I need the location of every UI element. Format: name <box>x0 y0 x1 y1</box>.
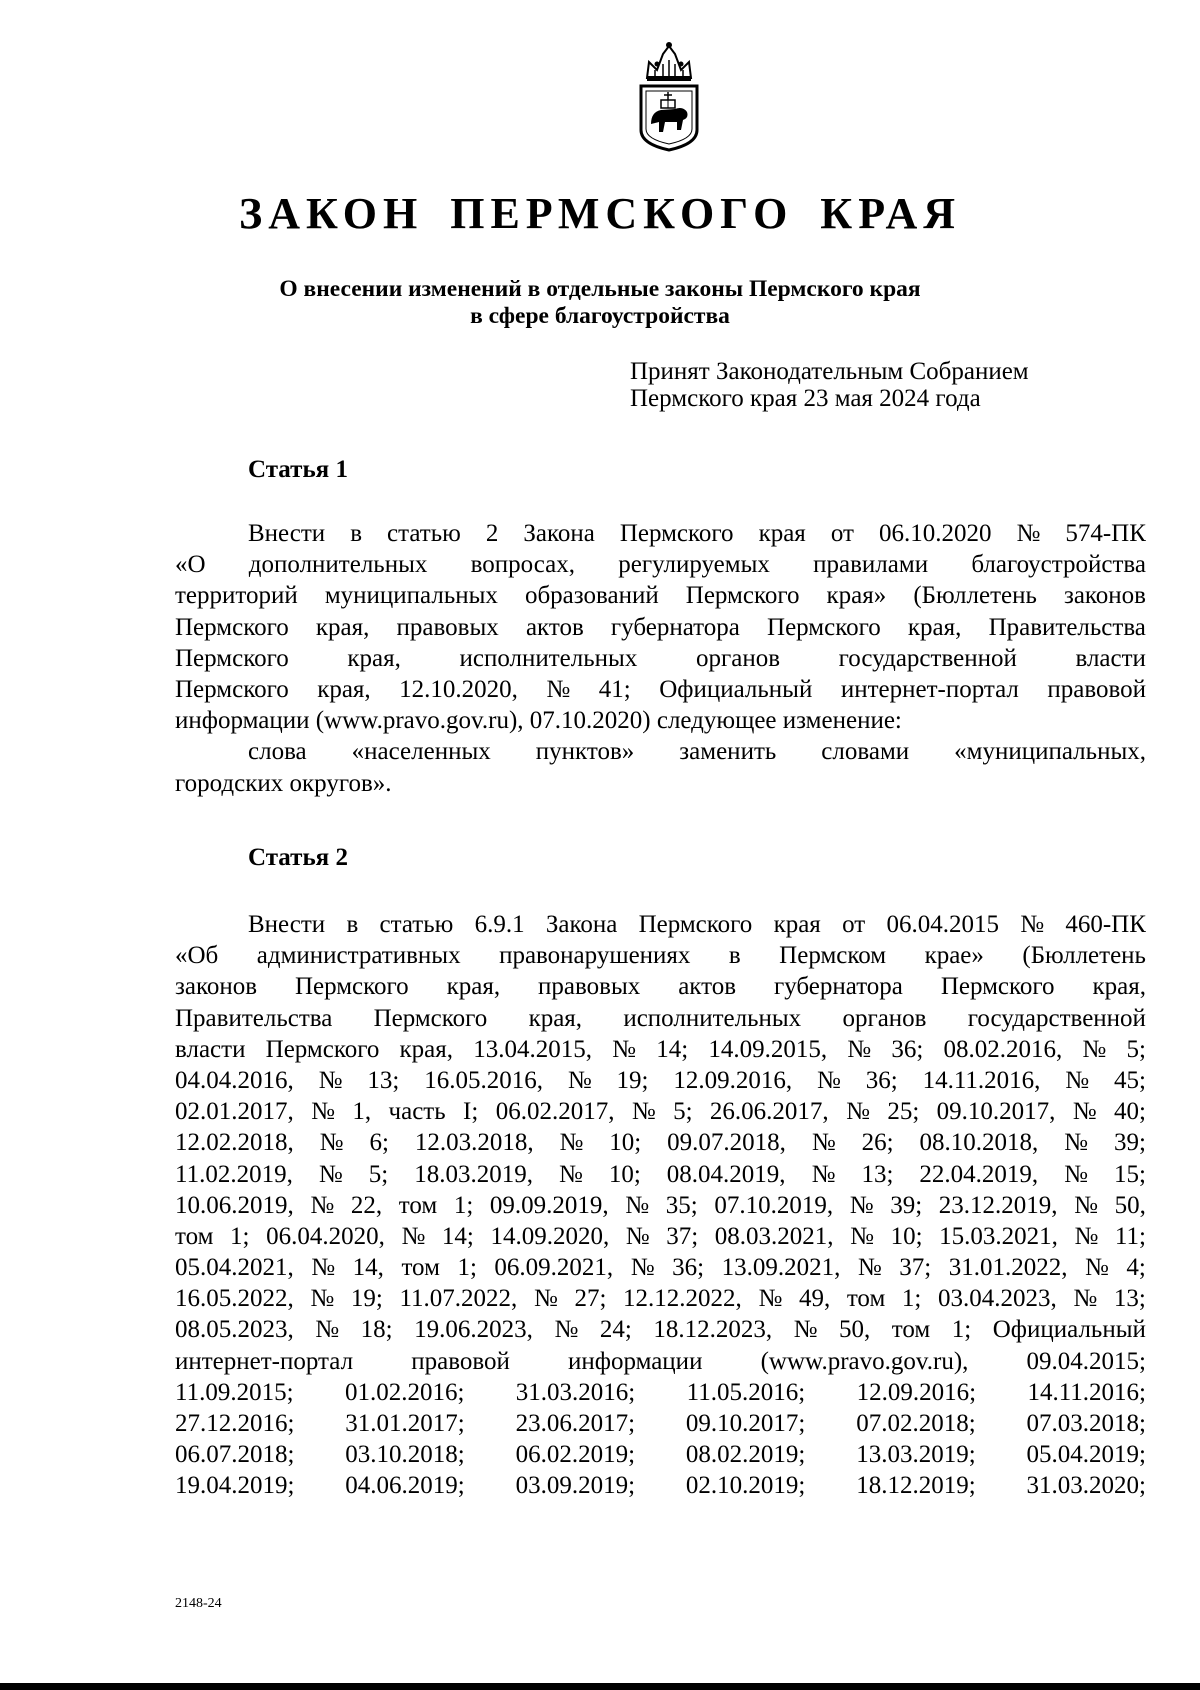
word: № <box>612 1035 637 1063</box>
text-line <box>175 971 1146 1002</box>
word: 06.09.2021, <box>494 1254 614 1282</box>
word: 14.11.2016; <box>1027 1378 1146 1406</box>
word: 15; <box>1114 1160 1146 1188</box>
word: № <box>1082 1035 1107 1063</box>
word: 09.07.2018, <box>667 1129 786 1157</box>
word: 13; <box>861 1160 894 1188</box>
text-line <box>175 1283 1146 1314</box>
article-2-heading: Статья 2 <box>248 844 348 871</box>
word: 37; <box>666 1222 699 1250</box>
word: края, <box>315 613 370 641</box>
word: 10; <box>609 1129 642 1157</box>
word: 4; <box>1126 1254 1146 1282</box>
word: 07.03.2018; <box>1026 1410 1146 1437</box>
word: 09.04.2015; <box>1026 1347 1146 1375</box>
word: 18; <box>360 1316 393 1344</box>
word: 1; <box>453 1191 474 1219</box>
word: 26; <box>861 1129 894 1157</box>
word: от <box>842 911 866 938</box>
text-line <box>175 549 1146 580</box>
word: 6; <box>369 1129 389 1157</box>
text-line <box>175 768 1146 799</box>
word: № <box>318 1066 343 1094</box>
word: 25; <box>887 1098 920 1126</box>
word: том <box>891 1316 931 1344</box>
word: 10; <box>890 1222 923 1250</box>
word: органов <box>842 1004 927 1032</box>
word: 08.02.2019; <box>685 1441 806 1469</box>
text-line <box>175 1252 1146 1283</box>
word: Внести <box>248 911 326 938</box>
word: статью <box>379 911 454 938</box>
word: № <box>857 1254 882 1282</box>
word: 24; <box>599 1316 632 1344</box>
text-line <box>175 940 1146 971</box>
word: том <box>175 1222 214 1250</box>
word: заменить <box>679 738 777 766</box>
word: Пермского <box>619 520 734 547</box>
word: № <box>1020 911 1045 938</box>
word: «Об <box>175 942 219 970</box>
word: 37; <box>899 1254 932 1282</box>
word: крае» <box>924 942 984 970</box>
word: 14; <box>656 1035 689 1063</box>
word: № <box>811 1160 836 1188</box>
word: 22, <box>350 1191 383 1219</box>
word: 19.04.2019; <box>175 1472 295 1500</box>
text-line <box>175 1034 1146 1065</box>
word: Пермского <box>175 675 289 703</box>
word: 5; <box>368 1160 389 1188</box>
word: края <box>758 520 806 547</box>
word: территорий <box>175 582 298 610</box>
word: Закона <box>523 520 595 547</box>
word: органов <box>695 644 781 672</box>
word: 03.04.2023, <box>938 1285 1057 1313</box>
word: 50, <box>1114 1191 1146 1219</box>
word: № <box>310 1191 335 1219</box>
text-line <box>175 1096 1146 1127</box>
word: Пермского <box>373 1004 488 1032</box>
word: № <box>1064 1129 1089 1157</box>
word: 41; <box>598 675 631 703</box>
adoption-line: Принят Законодательным Собранием <box>630 358 1029 385</box>
word: края <box>773 911 821 938</box>
word: № <box>1064 1160 1089 1188</box>
word: правилами <box>813 551 929 579</box>
word: 19; <box>350 1285 383 1313</box>
word: № <box>849 1191 874 1219</box>
word: 18.12.2023, <box>653 1316 773 1344</box>
word: 04.04.2016, <box>175 1066 294 1094</box>
word: 14; <box>441 1222 474 1250</box>
word: № <box>1016 520 1041 547</box>
word: Правительства <box>988 613 1146 641</box>
word: «муниципальных, <box>954 738 1146 766</box>
word: 12.10.2020, <box>399 675 518 703</box>
word: Пермского <box>767 613 881 641</box>
word: № <box>554 1316 579 1344</box>
word: 12.12.2022, <box>623 1285 742 1313</box>
word: муниципальных <box>324 582 498 610</box>
word: Внести <box>248 520 326 547</box>
text-line <box>175 643 1146 674</box>
word: 06.04.2015 <box>886 911 999 938</box>
word: 06.07.2018; <box>175 1441 295 1469</box>
adoption-line: Пермского края 23 мая 2024 года <box>630 385 981 412</box>
law-subtitle <box>0 276 1200 330</box>
word: 36; <box>672 1254 705 1282</box>
word: исполнительных <box>459 644 638 672</box>
word: 11.07.2022, <box>399 1285 518 1313</box>
word: 26.06.2017, <box>709 1098 829 1126</box>
word: благоустройства <box>971 551 1146 579</box>
word: 06.10.2020 <box>878 520 992 547</box>
word: края» <box>826 582 887 610</box>
word: 45; <box>1114 1066 1146 1094</box>
word: исполнительных <box>623 1004 802 1032</box>
word: том <box>398 1191 438 1219</box>
text-line <box>175 1346 1146 1377</box>
word: часть <box>388 1098 446 1126</box>
text-line <box>175 1470 1146 1501</box>
word: 14, <box>352 1254 384 1282</box>
word: 11; <box>1114 1222 1146 1250</box>
word: № <box>546 675 571 703</box>
word: 1; <box>230 1222 250 1250</box>
word: Закона <box>545 911 618 938</box>
word: № <box>1073 1285 1098 1313</box>
word: правовой <box>411 1347 510 1375</box>
word: 1; <box>457 1254 477 1282</box>
word: № <box>850 1222 874 1250</box>
word: 11.02.2019, <box>175 1160 293 1188</box>
word: 12.09.2016, <box>673 1066 793 1094</box>
word: края, <box>907 613 962 641</box>
word: пунктов» <box>535 738 635 766</box>
word: 02.01.2017, <box>175 1098 294 1126</box>
text-line <box>175 518 1146 549</box>
word: 13.03.2019; <box>856 1441 976 1469</box>
text-line <box>175 674 1146 705</box>
word: образований <box>524 582 659 610</box>
word: 36; <box>865 1066 898 1094</box>
text-line <box>175 1408 1146 1439</box>
word: в <box>346 911 359 938</box>
word: Официальный <box>992 1316 1146 1344</box>
word: № <box>558 1160 583 1188</box>
word: регулируемых <box>618 551 770 579</box>
word: Пермского <box>175 613 289 641</box>
word: № <box>817 1066 841 1094</box>
word: 16.05.2016, <box>424 1066 543 1094</box>
word: (Бюллетень <box>913 582 1037 610</box>
word: актов <box>525 613 584 641</box>
word: законов <box>1063 582 1146 610</box>
word: Пермского <box>940 973 1055 1001</box>
word: № <box>625 1191 650 1219</box>
word: № <box>847 1035 872 1063</box>
word: № <box>311 1098 335 1126</box>
word: губернатора <box>610 613 740 641</box>
word: 09.10.2017; <box>685 1410 806 1437</box>
article-2-text <box>175 909 1146 1502</box>
coat-of-arms-icon <box>637 40 701 152</box>
word: 574-ПК <box>1065 520 1146 547</box>
word: 06.02.2019; <box>515 1441 636 1469</box>
word: 10.06.2019, <box>175 1191 294 1219</box>
word: № <box>319 1129 344 1157</box>
word: 18.12.2019; <box>856 1472 976 1500</box>
word: государственной <box>967 1004 1146 1032</box>
text-line <box>175 1127 1146 1158</box>
word: Пермского <box>685 582 800 610</box>
word: № <box>533 1285 558 1313</box>
word: актов <box>678 973 737 1001</box>
word: края, <box>1092 973 1146 1001</box>
word: 06.04.2020, <box>266 1222 385 1250</box>
word: 39; <box>1113 1129 1146 1157</box>
scan-edge <box>0 1683 1200 1690</box>
word: городских округов». <box>175 769 392 797</box>
word: информации <box>567 1347 703 1375</box>
text-line <box>175 736 1146 767</box>
word: 15.03.2021, <box>939 1222 1058 1250</box>
word: края, <box>446 973 501 1001</box>
word: 08.10.2018, <box>919 1129 1039 1157</box>
word: края, <box>399 1035 454 1063</box>
word: правовых <box>396 613 499 641</box>
word: 10; <box>608 1160 641 1188</box>
word: № <box>315 1316 340 1344</box>
text-line <box>175 580 1146 611</box>
text-line <box>175 1159 1146 1190</box>
word: 19; <box>616 1066 649 1094</box>
word: 14.09.2015, <box>708 1035 828 1063</box>
word: 13; <box>1113 1285 1146 1313</box>
word: № <box>1085 1254 1109 1282</box>
word: 07.02.2018; <box>856 1410 976 1437</box>
word: законов <box>175 973 258 1001</box>
text-line <box>175 1190 1146 1221</box>
word: 08.04.2019, <box>666 1160 786 1188</box>
word: правовой <box>1047 675 1146 703</box>
word: 01.02.2016; <box>344 1378 465 1406</box>
word: 14.11.2016, <box>922 1066 1041 1094</box>
article-1-heading: Статья 1 <box>248 456 348 483</box>
text-line <box>175 1439 1146 1470</box>
word: № <box>846 1098 870 1126</box>
word: интернет-портал <box>840 675 1019 703</box>
text-line <box>175 1377 1146 1408</box>
word: власти <box>1075 644 1146 672</box>
word: № <box>631 1098 656 1126</box>
word: Пермского <box>175 644 289 672</box>
word: 40; <box>1114 1098 1146 1126</box>
word: № <box>1074 1191 1098 1219</box>
word: 23.06.2017; <box>515 1410 636 1437</box>
word: № <box>625 1222 650 1250</box>
word: 13; <box>367 1066 400 1094</box>
word: 13.09.2021, <box>721 1254 841 1282</box>
word: 2 <box>485 520 499 547</box>
subtitle-line: О внесении изменений в отдельные законы Пермского края <box>279 276 921 302</box>
word: 08.03.2021, <box>714 1222 834 1250</box>
word: № <box>1065 1066 1090 1094</box>
word: края, <box>347 644 401 672</box>
word: 04.06.2019; <box>345 1472 465 1500</box>
word: № <box>793 1316 818 1344</box>
text-line <box>175 1314 1146 1345</box>
word: 36; <box>891 1035 924 1063</box>
word: (Бюллетень <box>1022 942 1146 970</box>
word: правовых <box>538 973 641 1001</box>
word: № <box>567 1066 592 1094</box>
article-1-text <box>175 518 1146 799</box>
word: в <box>350 520 363 547</box>
word: 03.09.2019; <box>515 1472 636 1500</box>
word: 11.09.2015; <box>175 1378 294 1406</box>
word: № <box>1074 1222 1099 1250</box>
word: 12.03.2018, <box>414 1129 534 1157</box>
word: дополнительных <box>248 551 428 579</box>
word: № <box>401 1222 426 1250</box>
word: № <box>310 1285 335 1313</box>
word: 16.05.2022, <box>175 1285 294 1313</box>
law-title: ЗАКОН ПЕРМСКОГО КРАЯ <box>238 189 962 238</box>
word: 31.01.2017; <box>345 1410 465 1437</box>
document-code: 2148-24 <box>175 1596 222 1611</box>
word: края, <box>317 675 371 703</box>
word: интернет-портал <box>175 1347 354 1375</box>
word: I; <box>463 1098 479 1126</box>
adoption-note <box>630 358 1029 412</box>
word: 1, <box>352 1098 372 1126</box>
word: 22.04.2019, <box>919 1160 1039 1188</box>
word: губернатора <box>773 973 903 1001</box>
word: № <box>1072 1098 1097 1126</box>
word: № <box>758 1285 783 1313</box>
word: том <box>846 1285 886 1313</box>
word: 6.9.1 <box>474 911 525 938</box>
word: 03.10.2018; <box>345 1441 465 1469</box>
word: 5; <box>1126 1035 1146 1063</box>
word: № <box>311 1254 336 1282</box>
word: № <box>318 1160 343 1188</box>
word: 14.09.2020, <box>490 1222 610 1250</box>
text-line <box>175 909 1146 940</box>
text-line <box>175 705 1146 736</box>
word: слова <box>248 738 307 766</box>
word: 1; <box>951 1316 972 1344</box>
word: 460-ПК <box>1065 911 1146 938</box>
word: 31.03.2016; <box>515 1378 636 1406</box>
word: «населенных <box>351 738 491 766</box>
word: 27.12.2016; <box>175 1410 295 1437</box>
text-line <box>175 1003 1146 1034</box>
text-line <box>175 612 1146 643</box>
word: 05.04.2021, <box>175 1254 294 1282</box>
word: 31.03.2020; <box>1026 1472 1146 1500</box>
word: 06.02.2017, <box>495 1098 615 1126</box>
word: № <box>559 1129 584 1157</box>
word: 5; <box>673 1098 693 1126</box>
word: 12.09.2016; <box>856 1378 977 1406</box>
word: 31.01.2022, <box>948 1254 1068 1282</box>
word: в <box>728 942 741 970</box>
word: вопросах, <box>470 551 575 579</box>
word: 27; <box>574 1285 607 1313</box>
word: правонарушениях <box>499 942 691 970</box>
word: власти <box>175 1035 246 1063</box>
word: 11.05.2016; <box>686 1378 806 1406</box>
word: статью <box>387 520 461 547</box>
word: 18.03.2019, <box>414 1160 533 1188</box>
word: 09.09.2019, <box>489 1191 609 1219</box>
word: 07.10.2019, <box>714 1191 834 1219</box>
word: 13.04.2015, <box>473 1035 592 1063</box>
word: 49, <box>798 1285 831 1313</box>
word: (www.pravo.gov.ru), <box>760 1347 969 1375</box>
word: от <box>830 520 854 547</box>
word: 08.02.2016, <box>943 1035 1063 1063</box>
word: 09.10.2017, <box>936 1098 1056 1126</box>
word: Пермском <box>779 942 887 970</box>
word: 12.02.2018, <box>175 1129 294 1157</box>
text-line <box>175 1221 1146 1252</box>
subtitle-line: в сфере благоустройства <box>470 303 730 329</box>
word: 23.12.2019, <box>938 1191 1058 1219</box>
text-line <box>175 1065 1146 1096</box>
word: Пермского <box>265 1035 380 1063</box>
word: Пермского <box>294 973 409 1001</box>
word: информации (www.pravo.gov.ru), 07.10.2020) следующее изменение: <box>175 707 902 735</box>
word: Правительства <box>175 1004 333 1032</box>
word: словами <box>821 738 910 766</box>
word: 50, <box>838 1316 871 1344</box>
word: 19.06.2023, <box>414 1316 533 1344</box>
word: том <box>401 1254 440 1282</box>
word: № <box>811 1129 836 1157</box>
word: № <box>630 1254 655 1282</box>
word: Пермского <box>638 911 753 938</box>
word: 39; <box>890 1191 923 1219</box>
word: 02.10.2019; <box>685 1472 806 1500</box>
word: государственной <box>838 644 1017 672</box>
word: 1; <box>901 1285 922 1313</box>
word: края, <box>528 1004 583 1032</box>
word: 08.05.2023, <box>175 1316 294 1344</box>
word: 35; <box>665 1191 698 1219</box>
word: Официальный <box>659 675 813 703</box>
word: «О <box>175 551 206 579</box>
word: 05.04.2019; <box>1026 1441 1146 1469</box>
word: административных <box>256 942 461 970</box>
